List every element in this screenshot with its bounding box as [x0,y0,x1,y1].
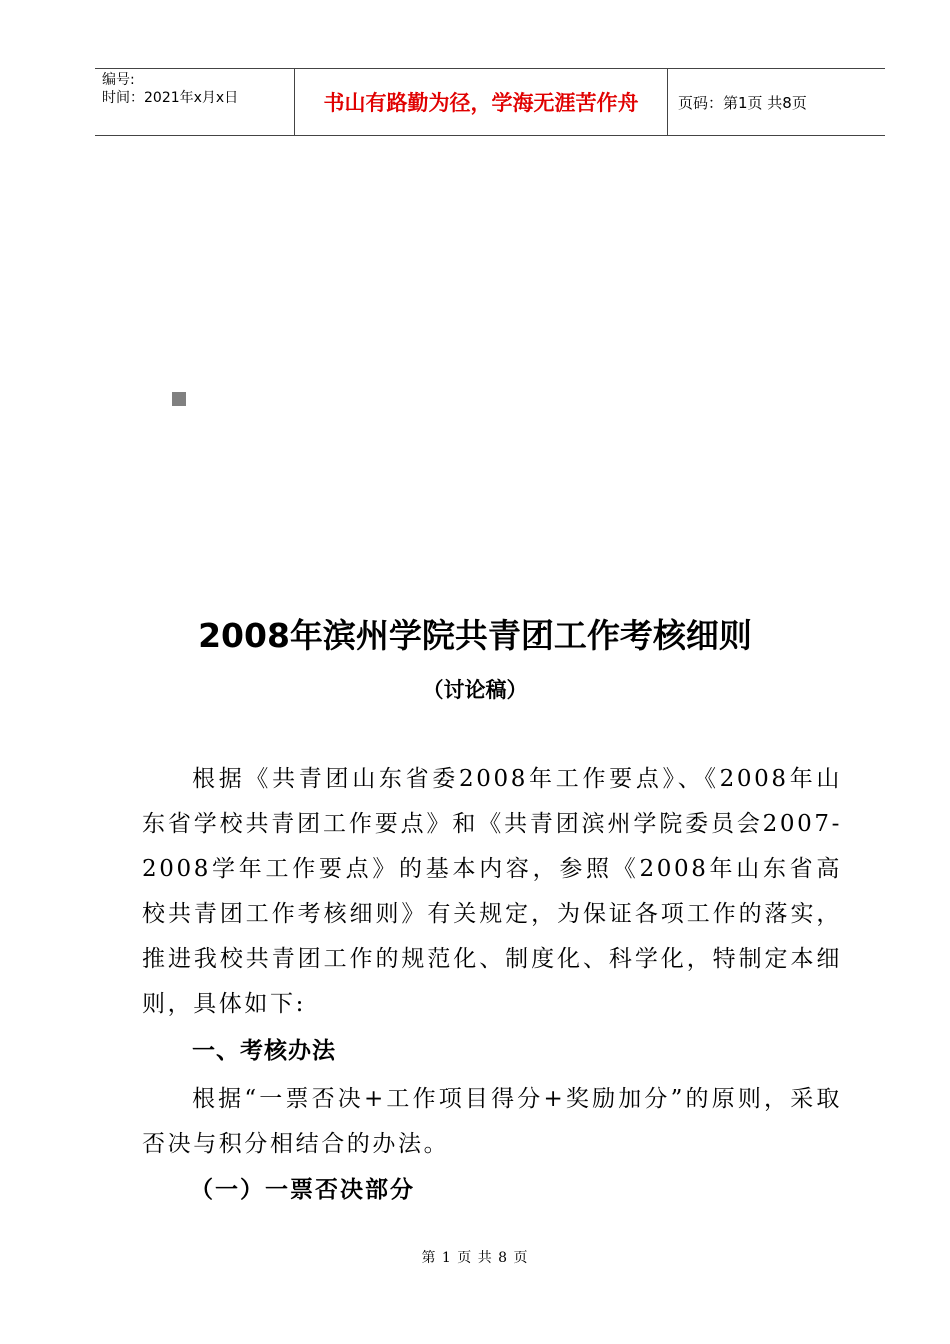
document-time-label: 时间：2021年x月x日 [102,90,239,106]
document-title: 2008年滨州学院共青团工作考核细则 [198,616,752,655]
intro-paragraph: 根据《共青团山东省委2008年工作要点》、《2008年山东省学校共青团工作要点》和《共青团滨州学院委员会2007-2008学年工作要点》的基本内容，参照《2008年山东省高校共青团工作考核细则》有关规定，为保证各项工作的落实，推进我校共青团工作的规范化、制度化、科学化，特制定本细则，具体如下: [142,766,842,1017]
document-number-label: 编号: [102,72,135,88]
page-footer: 第 1 页 共 8 页 [421,1250,529,1266]
document-subtitle: （讨论稿） [422,677,528,702]
header-page-info: 页码：第1页 共8页 [678,93,807,112]
section-heading-assessment-method: 一、考核办法 [192,1038,336,1064]
assessment-method-paragraph: 根据“一票否决+工作项目得分+奖励加分”的原则，采取否决与积分相结合的办法。 [142,1086,842,1157]
header-meta-cell [95,69,295,135]
header-table [95,68,885,136]
header-motto: 书山有路勤为径，学海无涯苦作舟 [295,69,668,135]
subsection-heading-veto: （一）一票否决部分 [190,1177,415,1203]
square-bullet-icon [172,392,186,406]
